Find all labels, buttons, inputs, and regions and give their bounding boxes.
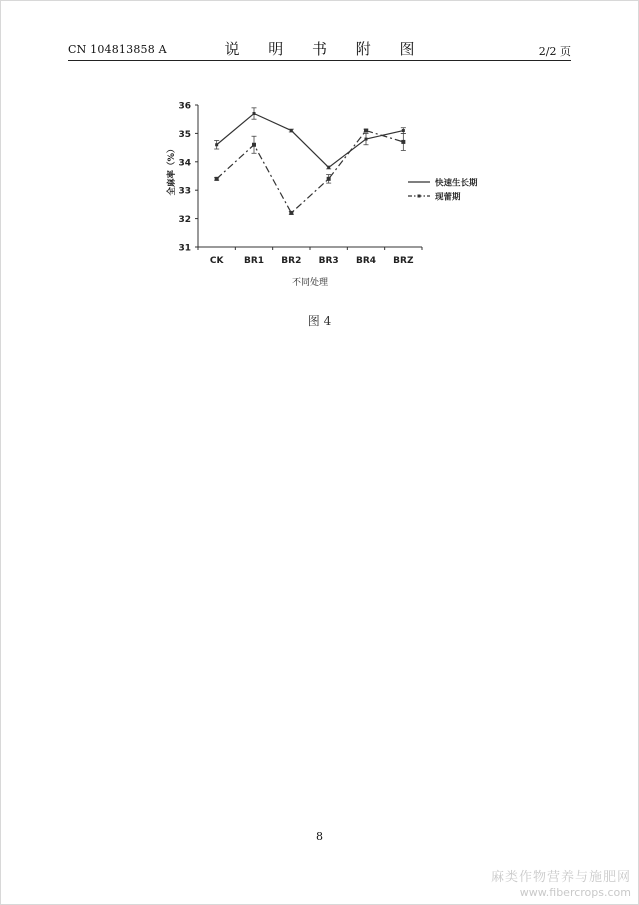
data-point xyxy=(327,166,330,169)
chart-axes xyxy=(166,102,422,289)
y-axis-title: 全麻率（%） xyxy=(167,144,177,196)
chart-legend xyxy=(408,178,478,203)
legend-marker xyxy=(418,195,421,198)
data-point xyxy=(402,129,405,132)
data-point xyxy=(365,138,368,141)
figure-caption: 图 4 xyxy=(307,314,332,328)
data-point xyxy=(215,143,218,146)
y-tick-label: 34 xyxy=(178,158,191,169)
x-tick-label: BR4 xyxy=(355,256,377,266)
data-point xyxy=(401,140,405,144)
data-point xyxy=(327,177,331,181)
series-line-1 xyxy=(217,131,404,213)
x-tick-label: BR2 xyxy=(281,256,302,266)
x-tick-label: BR1 xyxy=(243,256,265,266)
page-header xyxy=(68,38,571,61)
data-point xyxy=(290,129,293,132)
series-line-0 xyxy=(217,114,404,168)
legend-label-1: 现蕾期 xyxy=(435,192,461,203)
y-tick-label: 36 xyxy=(178,101,191,112)
data-point xyxy=(364,129,368,133)
line-chart xyxy=(160,95,490,295)
watermark-url: www.fibercrops.com xyxy=(519,886,631,899)
document-title: 说 明 书 附 图 xyxy=(224,40,427,58)
x-axis-title: 不同处理 xyxy=(291,278,329,288)
patent-number: CN 104813858 A xyxy=(68,43,167,56)
x-tick-label: BR3 xyxy=(318,256,339,266)
y-tick-label: 31 xyxy=(178,243,191,254)
chart-series xyxy=(214,108,406,215)
y-tick-label: 33 xyxy=(178,186,191,197)
y-tick-label: 35 xyxy=(178,129,191,140)
data-point xyxy=(215,177,219,181)
data-point xyxy=(289,211,293,215)
x-tick-label: CK xyxy=(209,256,224,266)
watermark-text: 麻类作物营养与施肥网 xyxy=(490,870,631,885)
watermark xyxy=(491,866,631,899)
data-point xyxy=(252,143,256,147)
legend-label-0: 快速生长期 xyxy=(435,178,478,189)
data-point xyxy=(253,112,256,115)
y-tick-label: 32 xyxy=(178,215,191,226)
page-count: 2/2 页 xyxy=(538,45,571,58)
page-number: 8 xyxy=(316,830,323,843)
x-tick-label: BRZ xyxy=(393,256,414,266)
